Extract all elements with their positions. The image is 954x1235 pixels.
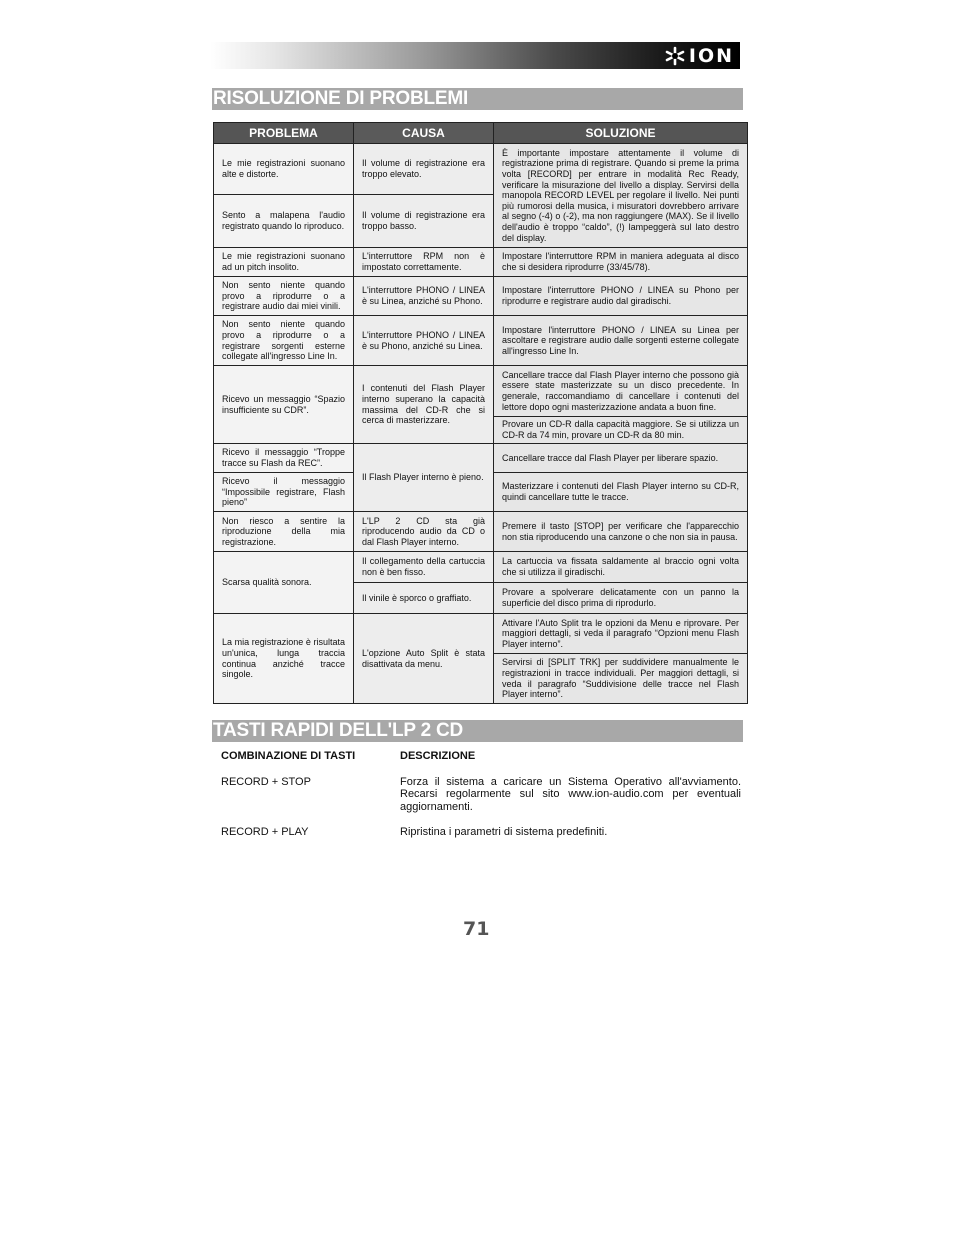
problem-cell: Scarsa qualità sonora. (214, 552, 354, 614)
cause-cell: Il volume di registrazione era troppo elevato. (354, 144, 494, 195)
table-row (214, 316, 748, 366)
solution-cell: Servirsi di [SPLIT TRK] per suddividere manualmente le registrazioni in tracce individuali. Per maggiori dettagli, si veda il paragrafo “Suddivisione delle tracce nel Flash Player interno”. (494, 654, 748, 704)
problem-cell: Ricevo il messaggio “Troppe tracce su Flash da REC”. (214, 444, 354, 473)
table-row (214, 277, 748, 316)
ion-star-icon (664, 46, 686, 66)
col-keys-heading: COMBINAZIONE DI TASTI (221, 750, 356, 762)
header-banner (210, 42, 740, 69)
solution-cell: Provare a spolverare delicatamente con un panno la superficie del disco prima di riprodurlo. (494, 583, 748, 614)
troubleshooting-title: RISOLUZIONE DI PROBLEMI (212, 88, 743, 110)
header-problema: PROBLEMA (214, 123, 354, 144)
cause-cell: Il vinile è sporco o graffiato. (354, 583, 494, 614)
problem-cell: Ricevo un messaggio “Spazio insufficiente su CDR”. (214, 366, 354, 444)
table-row (214, 366, 748, 417)
table-row (214, 444, 748, 473)
shortcut-desc: Ripristina i parametri di sistema predefiniti. (400, 826, 608, 838)
shortcut-keys: RECORD + PLAY (221, 826, 309, 838)
shortcut-row (221, 826, 741, 839)
table-row (214, 144, 748, 195)
cause-cell: I contenuti del Flash Player interno superano la capacità massima del CD-R che si cerca di masterizzare. (354, 366, 494, 444)
solution-cell: Impostare l'interruttore RPM in maniera adeguata al disco che si desidera riprodurre (33/45/78). (494, 248, 748, 277)
cause-cell: Il Flash Player interno è pieno. (354, 444, 494, 512)
cause-cell: L'opzione Auto Split è stata disattivata da menu. (354, 614, 494, 704)
table-row (214, 512, 748, 552)
table-row (214, 248, 748, 277)
table-row (214, 614, 748, 654)
problem-cell: Non sento niente quando provo a riprodurre o a registrare audio dai miei vinili. (214, 277, 354, 316)
problem-cell: Le mie registrazioni suonano ad un pitch insolito. (214, 248, 354, 277)
shortcut-row (221, 776, 741, 814)
problem-cell: Non riesco a sentire la riproduzione della mia registrazione. (214, 512, 354, 552)
cause-cell: L'interruttore PHONO / LINEA è su Linea, anziché su Phono. (354, 277, 494, 316)
header-soluzione: SOLUZIONE (494, 123, 748, 144)
table-row (214, 552, 748, 583)
page-number: 71 (463, 918, 490, 940)
solution-cell: Provare un CD-R dalla capacità maggiore. Se si utilizza un CD-R da 74 min, provare un CD-R da 80 min. (494, 417, 748, 444)
shortcut-keys: RECORD + STOP (221, 775, 311, 788)
solution-cell: Masterizzare i contenuti del Flash Player interno su CD-R, quindi cancellare tutte le tracce. (494, 473, 748, 512)
shortcuts-header (221, 750, 741, 763)
header-causa: CAUSA (354, 123, 494, 144)
brand-text: ION (688, 44, 734, 67)
cause-cell: Il collegamento della cartuccia non è ben fisso. (354, 552, 494, 583)
table-header-row (214, 123, 748, 144)
solution-cell: La cartuccia va fissata saldamente al braccio ogni volta che si utilizza il giradischi. (494, 552, 748, 583)
problem-cell: La mia registrazione è risultata un'unica, lunga traccia continua anziché tracce singole. (214, 614, 354, 704)
solution-cell: Impostare l'interruttore PHONO / LINEA su Phono per riprodurre e registrare audio dal giradischi. (494, 277, 748, 316)
solution-cell: È importante impostare attentamente il volume di registrazione prima di registrare. Quando si preme la prima volta [RECORD] per entrare in modalità Rec Ready, verificare la misurazione del livello a display. Servirsi della manopola RECORD LEVEL per regolare il livello. Nei punti più rumorosi della musica, i misuratori dovrebbero arrivare al segno (-4) o (-2), ma non raggiungere (MAX). Se il livello dell'audio è troppo “caldo”, (!) lampeggerà sul lato destro del display. (494, 144, 748, 248)
troubleshooting-table (213, 122, 748, 704)
solution-cell: Premere il tasto [STOP] per verificare che l'apparecchio non stia riproducendo una canzone o che non sia in pausa. (494, 512, 748, 552)
cause-cell: L'interruttore RPM non è impostato correttamente. (354, 248, 494, 277)
shortcuts-title: TASTI RAPIDI DELL'LP 2 CD (212, 720, 743, 742)
shortcut-desc: Forza il sistema a caricare un Sistema Operativo all'avviamento. Recarsi regolarmente sul sito www.ion-audio.com per eventuali aggiornamenti. (400, 775, 741, 813)
solution-cell: Cancellare tracce dal Flash Player per liberare spazio. (494, 444, 748, 473)
cause-cell: L'interruttore PHONO / LINEA è su Phono, anziché su Linea. (354, 316, 494, 366)
problem-cell: Ricevo il messaggio “Impossibile registrare, Flash pieno” (214, 473, 354, 512)
problem-cell: Non sento niente quando provo a riprodurre o a registrare sorgenti esterne collegate all'ingresso Line In. (214, 316, 354, 366)
problem-cell: Le mie registrazioni suonano alte e distorte. (214, 144, 354, 195)
solution-cell: Cancellare tracce dal Flash Player interno che possono già essere state masterizzate su un disco precedente. In generale, raccomandiamo di cancellare i contenuti del lettore dopo ogni masterizzazione andata a buon fine. (494, 366, 748, 417)
col-desc-heading: DESCRIZIONE (400, 750, 476, 762)
shortcuts-list (221, 750, 741, 852)
cause-cell: Il volume di registrazione era troppo basso. (354, 195, 494, 248)
problem-cell: Sento a malapena l'audio registrato quando lo riproduco. (214, 195, 354, 248)
solution-cell: Impostare l'interruttore PHONO / LINEA su Linea per ascoltare e registrare audio dalle sorgenti esterne collegate all'ingresso Line In. (494, 316, 748, 366)
ion-logo (664, 45, 734, 66)
cause-cell: L'LP 2 CD sta già riproducendo audio da CD o dal Flash Player interno. (354, 512, 494, 552)
solution-cell: Attivare l'Auto Split tra le opzioni da Menu e riprovare. Per maggiori dettagli, si veda il paragrafo “Opzioni menu Flash Player interno”. (494, 614, 748, 654)
